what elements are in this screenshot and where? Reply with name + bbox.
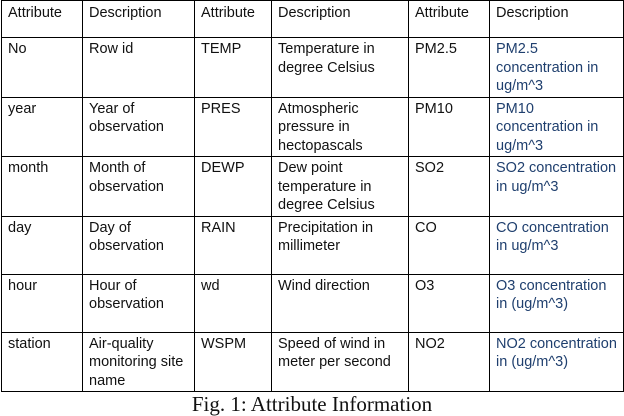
description-cell: Air-quality monitoring site name bbox=[83, 332, 195, 392]
description-cell: Hour of observation bbox=[83, 274, 195, 332]
header-attribute-1: Attribute bbox=[2, 1, 83, 38]
description-cell: Month of observation bbox=[83, 157, 195, 217]
attribute-cell: WSPM bbox=[195, 332, 272, 392]
pollutant-description-cell: NO2 concentration in (ug/m^3) bbox=[490, 332, 624, 392]
description-cell: Atmospheric pressure in hectopascals bbox=[272, 97, 409, 157]
header-attribute-3: Attribute bbox=[409, 1, 490, 38]
header-description-3: Description bbox=[490, 1, 624, 38]
header-description-1: Description bbox=[83, 1, 195, 38]
pollutant-description-cell: PM10 concentration in ug/m^3 bbox=[490, 97, 624, 157]
description-cell: Wind direction bbox=[272, 274, 409, 332]
attribute-cell: CO bbox=[409, 216, 490, 274]
pollutant-description-cell: SO2 concentration in ug/m^3 bbox=[490, 157, 624, 217]
attribute-cell: TEMP bbox=[195, 38, 272, 98]
attribute-cell: PRES bbox=[195, 97, 272, 157]
attribute-cell: wd bbox=[195, 274, 272, 332]
attribute-cell: hour bbox=[2, 274, 83, 332]
pollutant-description-cell: CO concentration in ug/m^3 bbox=[490, 216, 624, 274]
table-row bbox=[2, 216, 624, 274]
pollutant-description-cell: O3 concentration in (ug/m^3) bbox=[490, 274, 624, 332]
figure-caption: Fig. 1: Attribute Information bbox=[191, 392, 433, 416]
table-header-row bbox=[2, 1, 624, 38]
table-row bbox=[2, 97, 624, 157]
header-attribute-2: Attribute bbox=[195, 1, 272, 38]
table-row bbox=[2, 274, 624, 332]
attribute-information-table bbox=[1, 0, 624, 392]
description-cell: Precipitation in millimeter bbox=[272, 216, 409, 274]
attribute-cell: RAIN bbox=[195, 216, 272, 274]
attribute-cell: O3 bbox=[409, 274, 490, 332]
table-row bbox=[2, 157, 624, 217]
attribute-cell: year bbox=[2, 97, 83, 157]
attribute-cell: NO2 bbox=[409, 332, 490, 392]
table-row bbox=[2, 38, 624, 98]
table-row bbox=[2, 332, 624, 392]
pollutant-description-cell: PM2.5 concentration in ug/m^3 bbox=[490, 38, 624, 98]
attribute-cell: PM10 bbox=[409, 97, 490, 157]
attribute-cell: DEWP bbox=[195, 157, 272, 217]
attribute-cell: PM2.5 bbox=[409, 38, 490, 98]
attribute-cell: SO2 bbox=[409, 157, 490, 217]
attribute-cell: No bbox=[2, 38, 83, 98]
attribute-cell: day bbox=[2, 216, 83, 274]
description-cell: Speed of wind in meter per second bbox=[272, 332, 409, 392]
description-cell: Row id bbox=[83, 38, 195, 98]
description-cell: Temperature in degree Celsius bbox=[272, 38, 409, 98]
description-cell: Dew point temperature in degree Celsius bbox=[272, 157, 409, 217]
description-cell: Year of observation bbox=[83, 97, 195, 157]
header-description-2: Description bbox=[272, 1, 409, 38]
description-cell: Day of observation bbox=[83, 216, 195, 274]
attribute-cell: station bbox=[2, 332, 83, 392]
attribute-cell: month bbox=[2, 157, 83, 217]
